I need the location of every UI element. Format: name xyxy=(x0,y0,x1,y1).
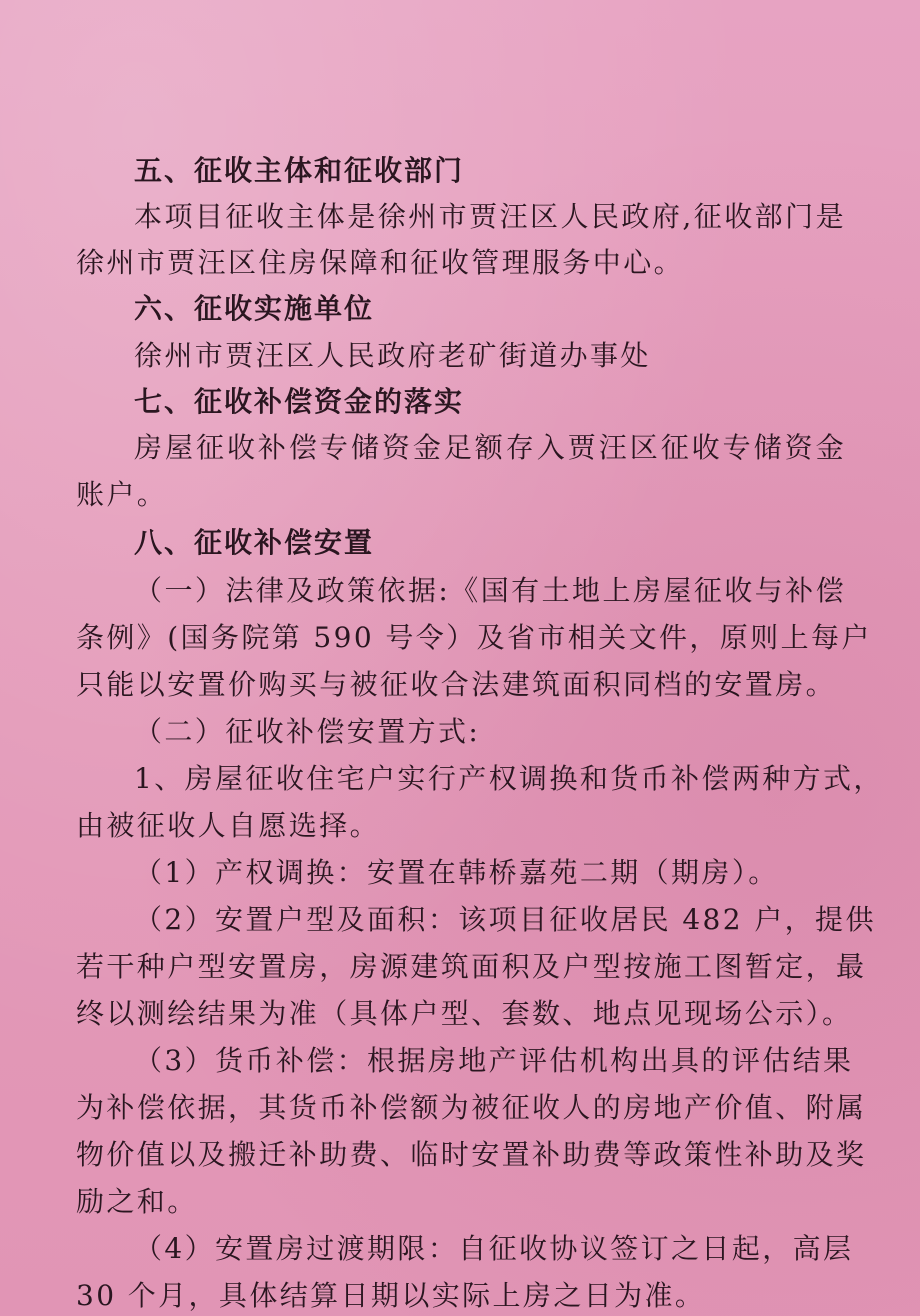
section-heading-6: 六、征收实施单位 xyxy=(134,292,375,325)
paragraph-line: 励之和。 xyxy=(76,1185,198,1218)
paragraph-line: 本项目征收主体是徐州市贾汪区人民政府,征收部门是 xyxy=(134,200,846,233)
paragraph-line: 条例》(国务院第 590 号令）及省市相关文件，原则上每户 xyxy=(76,621,872,654)
paragraph-line: （2）安置户型及面积：该项目征收居民 482 户，提供 xyxy=(134,903,876,936)
paragraph-line: 若干种户型安置房，房源建筑面积及户型按施工图暂定，最 xyxy=(76,950,867,983)
section-heading-7: 七、征收补偿资金的落实 xyxy=(134,385,465,418)
paragraph-line: 由被征收人自愿选择。 xyxy=(76,809,381,842)
paragraph-line: （一）法律及政策依据:《国有土地上房屋征收与补偿 xyxy=(134,574,846,607)
paragraph-line: 终以测绘结果为准（具体户型、套数、地点见现场公示）。 xyxy=(76,997,853,1030)
paragraph-line: （3）货币补偿：根据房地产评估机构出具的评估结果 xyxy=(134,1044,854,1077)
paragraph-line: （1）产权调换：安置在韩桥嘉苑二期（期房）。 xyxy=(134,856,779,889)
paragraph-line: 只能以安置价购买与被征收合法建筑面积同档的安置房。 xyxy=(76,668,837,701)
paragraph-line: 30 个月，具体结算日期以实际上房之日为准。 xyxy=(76,1279,706,1312)
paragraph-line: 房屋征收补偿专储资金足额存入贾汪区征收专储资金 xyxy=(134,431,846,464)
paragraph-line: 为补偿依据，其货币补偿额为被征收人的房地产价值、附属 xyxy=(76,1091,867,1124)
paragraph-line: 物价值以及搬迁补助费、临时安置补助费等政策性补助及奖 xyxy=(76,1138,867,1171)
section-heading-5: 五、征收主体和征收部门 xyxy=(134,154,465,187)
paragraph-line: 1、房屋征收住宅户实行产权调换和货币补偿两种方式， xyxy=(134,762,884,795)
paragraph-line: （4）安置房过渡期限：自征收协议签订之日起，高层 xyxy=(134,1232,854,1265)
paragraph-line: 徐州市贾汪区住房保障和征收管理服务中心。 xyxy=(76,246,685,279)
paragraph-line: （二）征收补偿安置方式: xyxy=(134,715,481,748)
paragraph-line: 徐州市贾汪区人民政府老矿街道办事处 xyxy=(134,339,651,372)
paragraph-line: 账户。 xyxy=(76,478,168,511)
section-heading-8: 八、征收补偿安置 xyxy=(134,526,375,559)
